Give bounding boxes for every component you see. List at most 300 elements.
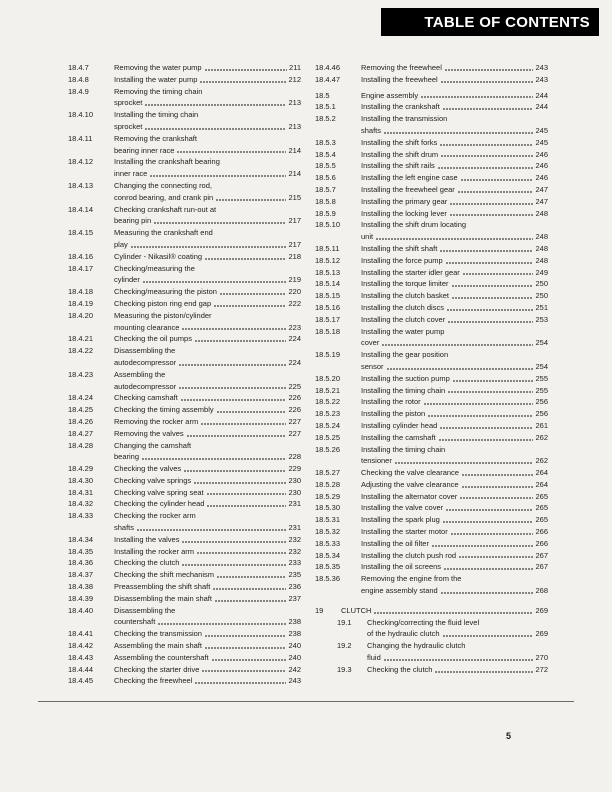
- toc-entry[interactable]: [315, 219, 548, 243]
- toc-entry-title: Installing the oil screens: [361, 562, 442, 572]
- toc-entry-body: [361, 184, 548, 196]
- toc-entry-body: [367, 640, 548, 664]
- toc-entry[interactable]: [68, 156, 301, 180]
- toc-entry-title-line: Changing the connecting rod,: [114, 180, 212, 190]
- toc-entry-last-line: [361, 538, 548, 550]
- toc-entry[interactable]: [68, 675, 301, 687]
- toc-entry-title: Checking the shift mechanism: [114, 570, 215, 580]
- toc-entry-title: cylinder: [114, 275, 140, 285]
- toc-entry-page: 224: [288, 357, 301, 367]
- toc-entry-title: bearing inner race: [114, 145, 175, 155]
- dot-leader: [439, 439, 534, 441]
- toc-entry[interactable]: [315, 573, 548, 597]
- toc-entry-page: 265: [535, 515, 548, 525]
- toc-entry-last-line: [361, 74, 548, 86]
- toc-entry-title: Installing the shift forks: [361, 137, 438, 147]
- toc-entry-body: [114, 534, 301, 546]
- toc-entry[interactable]: [315, 184, 548, 196]
- toc-entry-body: [361, 467, 548, 479]
- toc-entry[interactable]: [315, 101, 548, 113]
- toc-entry-number: 18.4.30: [68, 475, 94, 485]
- toc-entry-last-line: [361, 125, 548, 137]
- toc-entry-number: 18.5.27: [315, 468, 341, 478]
- toc-entry[interactable]: [68, 593, 301, 605]
- toc-entry-page: 235: [288, 570, 301, 580]
- toc-entry-last-line: [114, 357, 301, 369]
- dot-leader: [182, 328, 286, 330]
- toc-entry-last-line: [114, 286, 301, 298]
- toc-entry-number: 18.4.23: [68, 369, 94, 379]
- toc-entry[interactable]: [315, 385, 548, 397]
- toc-entry-page: 240: [288, 641, 301, 651]
- toc-entry-number: 18.4.8: [68, 74, 89, 84]
- toc-entry-number: 18.4.27: [68, 428, 94, 438]
- toc-entry-last-line: [361, 491, 548, 503]
- dot-leader: [179, 387, 286, 389]
- toc-entry[interactable]: [68, 640, 301, 652]
- toc-entry-title-line: Installing the water pump: [361, 326, 445, 336]
- dot-leader: [462, 486, 534, 488]
- toc-entry-last-line: [361, 172, 548, 184]
- toc-entry-number: 18.5.13: [315, 267, 341, 277]
- toc-entry-last-line: [361, 585, 548, 597]
- toc-entry-body: [361, 278, 548, 290]
- dot-leader: [197, 552, 286, 554]
- toc-entry-number: 18.4.32: [68, 499, 94, 509]
- toc-entry-page: 245: [535, 125, 548, 135]
- toc-entry-last-line: [361, 137, 548, 149]
- toc-entry[interactable]: [315, 664, 548, 676]
- toc-entry-page: 230: [288, 475, 301, 485]
- toc-entry[interactable]: [315, 432, 548, 444]
- toc-entry-title-line: Changing the camshaft: [114, 440, 192, 450]
- toc-entry-number: 18.5.19: [315, 350, 341, 360]
- toc-container: [68, 62, 548, 687]
- toc-entry[interactable]: [68, 369, 301, 393]
- toc-entry[interactable]: [68, 298, 301, 310]
- toc-entry[interactable]: [68, 546, 301, 558]
- toc-entry[interactable]: [315, 62, 548, 74]
- toc-entry-body: [361, 172, 548, 184]
- toc-entry-number: 18.4.22: [68, 346, 94, 356]
- toc-entry-title: Checking the clutch: [367, 664, 433, 674]
- toc-entry-number: 18.4.35: [68, 546, 94, 556]
- toc-entry-title-line: Changing the hydraulic clutch: [367, 641, 466, 651]
- toc-entry-title: Installing the piston: [361, 409, 426, 419]
- toc-entry-last-line: [361, 62, 548, 74]
- toc-entry-number: 18.5.2: [315, 114, 336, 124]
- toc-entry-last-line: [114, 593, 301, 605]
- toc-entry[interactable]: [315, 444, 548, 468]
- toc-entry[interactable]: [315, 149, 548, 161]
- toc-entry-body: [361, 491, 548, 503]
- dot-leader: [432, 545, 534, 547]
- dot-leader: [205, 258, 286, 260]
- toc-entry-page: 227: [288, 416, 301, 426]
- toc-entry[interactable]: [68, 440, 301, 464]
- dot-leader: [461, 179, 534, 181]
- toc-entry-page: 240: [288, 652, 301, 662]
- page-number: 5: [505, 731, 511, 741]
- toc-entry-page: 246: [535, 161, 548, 171]
- toc-entry-number: 18.5.16: [315, 302, 341, 312]
- toc-entry-page: 228: [288, 452, 301, 462]
- toc-entry[interactable]: [315, 420, 548, 432]
- toc-entry[interactable]: [68, 251, 301, 263]
- toc-entry-body: [114, 310, 301, 334]
- toc-entry-title: sprocket: [114, 121, 143, 131]
- toc-entry-body: [114, 428, 301, 440]
- toc-entry-page: 256: [535, 409, 548, 419]
- toc-entry-title: Installing the force pump: [361, 255, 443, 265]
- toc-entry-body: [361, 561, 548, 573]
- toc-entry-number: 18.4.33: [68, 511, 94, 521]
- toc-entry-number: 18.4.45: [68, 676, 94, 686]
- toc-entry[interactable]: [315, 172, 548, 184]
- toc-entry[interactable]: [315, 278, 548, 290]
- dot-leader: [443, 635, 534, 637]
- toc-entry-title-line: Installing the gear position: [361, 350, 449, 360]
- toc-entry-body: [361, 420, 548, 432]
- dot-leader: [441, 592, 534, 594]
- toc-entry-page: 232: [288, 534, 301, 544]
- toc-entry[interactable]: [315, 538, 548, 550]
- toc-entry[interactable]: [68, 310, 301, 334]
- toc-entry-page: 253: [535, 314, 548, 324]
- toc-entry-page: 251: [535, 302, 548, 312]
- toc-entry-last-line: [114, 640, 301, 652]
- toc-entry-title-line: Assembling the: [114, 369, 166, 379]
- toc-entry-number: 18.5.1: [315, 102, 336, 112]
- toc-entry[interactable]: [68, 569, 301, 581]
- toc-entry-page: 225: [288, 381, 301, 391]
- toc-entry[interactable]: [315, 113, 548, 137]
- toc-column-right: [315, 62, 548, 687]
- toc-entry-number: 18.4.31: [68, 487, 94, 497]
- page-title: TABLE OF CONTENTS: [424, 13, 590, 31]
- toc-entry[interactable]: [68, 605, 301, 629]
- toc-entry[interactable]: [315, 137, 548, 149]
- dot-leader: [446, 509, 533, 511]
- toc-entry-title-line: Removing the timing chain: [114, 86, 203, 96]
- toc-entry[interactable]: [68, 534, 301, 546]
- toc-entry[interactable]: [68, 62, 301, 74]
- toc-entry-body: [114, 546, 301, 558]
- toc-entry-number: 18.4.46: [315, 63, 341, 72]
- toc-entry-last-line: [361, 314, 548, 326]
- toc-entry-title: Installing the shift drum: [361, 149, 439, 159]
- toc-entry-title: Checking the valve clearance: [361, 468, 459, 478]
- toc-entry-page: 254: [535, 361, 548, 371]
- toc-entry-body: [114, 557, 301, 569]
- toc-entry[interactable]: [68, 475, 301, 487]
- toc-entry[interactable]: [68, 392, 301, 404]
- toc-entry-number: 18.4.9: [68, 86, 89, 96]
- toc-entry-last-line: [361, 408, 548, 420]
- toc-entry[interactable]: [315, 326, 548, 350]
- toc-entry[interactable]: [68, 74, 301, 86]
- toc-entry-page: 229: [288, 464, 301, 474]
- toc-entry-title: Installing the starter idler gear: [361, 267, 460, 277]
- dot-leader: [182, 564, 286, 566]
- toc-entry-page: 246: [535, 149, 548, 159]
- toc-entry-title: Checking the starter drive: [114, 664, 200, 674]
- toc-entry-body: [114, 86, 301, 110]
- toc-entry[interactable]: [315, 396, 548, 408]
- toc-entry[interactable]: [68, 487, 301, 499]
- toc-entry-page: 245: [535, 137, 548, 147]
- toc-entry-title-line: Measuring the piston/cylinder: [114, 310, 212, 320]
- toc-entry-number: 18.5.22: [315, 397, 341, 407]
- toc-entry[interactable]: [315, 208, 548, 220]
- toc-entry-body: [114, 652, 301, 664]
- toc-entry-last-line: [114, 628, 301, 640]
- toc-entry-last-line: [114, 616, 301, 628]
- toc-entry[interactable]: [315, 314, 548, 326]
- toc-entry[interactable]: [315, 243, 548, 255]
- toc-entry-number: 18.4.12: [68, 157, 94, 167]
- toc-entry[interactable]: [68, 204, 301, 228]
- toc-entry[interactable]: [68, 333, 301, 345]
- toc-entry-number: 18.4.26: [68, 416, 94, 426]
- toc-entry-number: 18.4.16: [68, 251, 94, 261]
- toc-entry[interactable]: [68, 557, 301, 569]
- toc-entry[interactable]: [68, 404, 301, 416]
- toc-entry-last-line: [361, 455, 548, 467]
- toc-entry[interactable]: [68, 416, 301, 428]
- dot-leader: [200, 81, 286, 83]
- toc-entry-page: 269: [535, 629, 548, 639]
- toc-entry-page: 266: [535, 527, 548, 537]
- toc-entry[interactable]: [68, 86, 301, 110]
- toc-entry-page: 236: [288, 582, 301, 592]
- toc-entry-page: 249: [535, 267, 548, 277]
- dot-leader: [384, 132, 533, 134]
- toc-entry[interactable]: [315, 491, 548, 503]
- toc-entry-title: Checking the timing assembly: [114, 405, 214, 415]
- toc-entry[interactable]: [315, 550, 548, 562]
- toc-entry-number: 18.5.4: [315, 149, 336, 159]
- toc-entry[interactable]: [315, 290, 548, 302]
- toc-entry-body: [114, 498, 301, 510]
- toc-entry-title: bearing: [114, 452, 140, 462]
- toc-entry-page: 226: [288, 405, 301, 415]
- toc-entry-page: 262: [535, 456, 548, 466]
- toc-entry-body: [361, 267, 548, 279]
- toc-entry-body: [361, 385, 548, 397]
- toc-entry[interactable]: [68, 510, 301, 534]
- toc-entry-body: [361, 538, 548, 550]
- dot-leader: [194, 482, 286, 484]
- toc-entry-title: Preassembling the shift shaft: [114, 582, 211, 592]
- dot-leader: [453, 380, 534, 382]
- toc-entry-number: 18.5.7: [315, 184, 336, 194]
- toc-entry-number: 18.5.14: [315, 279, 341, 289]
- toc-entry-last-line: [361, 208, 548, 220]
- dot-leader: [395, 462, 534, 464]
- toc-entry-page: 226: [288, 393, 301, 403]
- dot-leader: [205, 69, 287, 71]
- toc-entry-number: 18.4.36: [68, 558, 94, 568]
- toc-entry-title: Removing the water pump: [114, 63, 202, 72]
- toc-entry-body: [361, 113, 548, 137]
- dot-leader: [463, 273, 534, 275]
- toc-entry-last-line: [114, 404, 301, 416]
- toc-entry-last-line: [114, 675, 301, 687]
- toc-entry[interactable]: [315, 640, 548, 664]
- toc-entry-last-line: [361, 302, 548, 314]
- toc-entry-last-line: [114, 274, 301, 286]
- toc-entry-last-line: [114, 251, 301, 263]
- toc-entry-title: unit: [361, 232, 374, 242]
- toc-entry-title: Installing the rotor: [361, 397, 421, 407]
- toc-entry-page: 242: [288, 664, 301, 674]
- dot-leader: [205, 635, 287, 637]
- dot-leader: [220, 293, 287, 295]
- toc-entry-last-line: [361, 502, 548, 514]
- toc-entry-title: Removing the freewheel: [361, 63, 442, 72]
- toc-entry-title-line: Removing the engine from the: [361, 574, 462, 584]
- toc-entry-page: 256: [535, 397, 548, 407]
- toc-entry-page: 268: [535, 586, 548, 596]
- toc-entry[interactable]: [315, 514, 548, 526]
- toc-entry-title: bearing pin: [114, 216, 152, 226]
- toc-entry-page: 220: [288, 287, 301, 297]
- dot-leader: [441, 155, 533, 157]
- toc-entry-number: 18.5.9: [315, 208, 336, 218]
- toc-entry[interactable]: [68, 463, 301, 475]
- toc-entry[interactable]: [315, 526, 548, 538]
- toc-entry[interactable]: [315, 561, 548, 573]
- toc-entry[interactable]: [315, 467, 548, 479]
- toc-entry-number: 18.4.37: [68, 570, 94, 580]
- toc-entry-page: 267: [535, 562, 548, 572]
- toc-entry-last-line: [114, 322, 301, 334]
- toc-entry-number: 18.4.42: [68, 641, 94, 651]
- toc-entry-last-line: [361, 432, 548, 444]
- toc-entry-title: Installing the primary gear: [361, 196, 448, 206]
- toc-entry-body: [361, 243, 548, 255]
- toc-entry[interactable]: [68, 628, 301, 640]
- toc-entry-body: [361, 326, 548, 350]
- toc-entry-page: 270: [535, 653, 548, 663]
- toc-entry-title-line: Disassembling the: [114, 605, 176, 615]
- toc-entry-last-line: [361, 479, 548, 491]
- toc-entry-title: countershaft: [114, 617, 156, 627]
- toc-entry[interactable]: [315, 90, 548, 102]
- dot-leader: [452, 297, 534, 299]
- toc-entry[interactable]: [68, 263, 301, 287]
- toc-entry[interactable]: [68, 664, 301, 676]
- toc-entry-title: Checking the valves: [114, 464, 182, 474]
- toc-entry-body: [114, 593, 301, 605]
- toc-entry-number: 18.4.38: [68, 582, 94, 592]
- toc-entry-page: 243: [535, 74, 548, 84]
- toc-entry-page: 244: [535, 90, 548, 100]
- toc-entry-body: [114, 74, 301, 86]
- toc-entry-last-line: [114, 522, 301, 534]
- toc-entry-number: 18.5.3: [315, 137, 336, 147]
- toc-entry-title: mounting clearance: [114, 322, 180, 332]
- dot-leader: [460, 497, 533, 499]
- toc-entry-title: of the hydraulic clutch: [367, 629, 440, 639]
- toc-entry-page: 265: [535, 503, 548, 513]
- toc-entry-number: 18.5: [315, 90, 330, 100]
- toc-entry[interactable]: [68, 286, 301, 298]
- dot-leader: [450, 203, 533, 205]
- toc-entry-last-line: [361, 255, 548, 267]
- toc-entry[interactable]: [68, 345, 301, 369]
- toc-entry-number: 18.4.7: [68, 63, 89, 72]
- toc-entry-page: 255: [535, 373, 548, 383]
- toc-entry-body: [114, 404, 301, 416]
- toc-entry-title: Checking the cylinder head: [114, 499, 205, 509]
- toc-entry-page: 265: [535, 491, 548, 501]
- toc-entry-title: Installing the clutch discs: [361, 302, 444, 312]
- toc-entry-number: 18.5.15: [315, 291, 341, 301]
- toc-entry[interactable]: [315, 255, 548, 267]
- toc-entry-body: [114, 345, 301, 369]
- toc-entry[interactable]: [68, 180, 301, 204]
- toc-entry[interactable]: [315, 605, 548, 617]
- toc-entry[interactable]: [68, 428, 301, 440]
- toc-entry[interactable]: [68, 227, 301, 251]
- toc-entry[interactable]: [315, 349, 548, 373]
- toc-entry-body: [361, 101, 548, 113]
- toc-entry-body: [114, 510, 301, 534]
- toc-entry-title-line: Checking/measuring the: [114, 263, 195, 273]
- toc-entry-body: [361, 149, 548, 161]
- toc-entry[interactable]: [315, 160, 548, 172]
- toc-entry-number: 18.5.23: [315, 409, 341, 419]
- toc-entry-page: 250: [535, 279, 548, 289]
- toc-entry[interactable]: [315, 479, 548, 491]
- toc-entry[interactable]: [315, 267, 548, 279]
- toc-entry[interactable]: [315, 302, 548, 314]
- toc-entry[interactable]: [68, 133, 301, 157]
- toc-entry-number: 18.4.20: [68, 310, 94, 320]
- toc-entry-last-line: [114, 581, 301, 593]
- toc-entry[interactable]: [68, 581, 301, 593]
- toc-entry-number: 18.5.5: [315, 161, 336, 171]
- toc-entry-title: shafts: [361, 125, 382, 135]
- toc-entry-body: [114, 487, 301, 499]
- toc-entry-title: Installing the starter motor: [361, 527, 448, 537]
- dot-leader: [450, 214, 534, 216]
- toc-entry-page: 269: [535, 605, 548, 615]
- toc-entry-page: 219: [288, 275, 301, 285]
- toc-entry-title: tensioner: [361, 456, 392, 466]
- toc-entry-last-line: [367, 628, 548, 640]
- toc-entry-body: [361, 219, 548, 243]
- toc-entry-page: 227: [288, 428, 301, 438]
- toc-entry[interactable]: [315, 408, 548, 420]
- toc-entry[interactable]: [68, 498, 301, 510]
- toc-entry[interactable]: [68, 652, 301, 664]
- toc-entry[interactable]: [315, 196, 548, 208]
- dot-leader: [440, 144, 533, 146]
- toc-entry-number: 18.4.25: [68, 405, 94, 415]
- toc-entry[interactable]: [315, 74, 548, 86]
- toc-entry[interactable]: [315, 502, 548, 514]
- toc-entry-page: 223: [288, 322, 301, 332]
- toc-entry-body: [114, 251, 301, 263]
- toc-entry[interactable]: [68, 109, 301, 133]
- toc-entry[interactable]: [315, 373, 548, 385]
- toc-entry[interactable]: [315, 617, 548, 641]
- dot-leader: [382, 344, 533, 346]
- toc-entry-page: 247: [535, 196, 548, 206]
